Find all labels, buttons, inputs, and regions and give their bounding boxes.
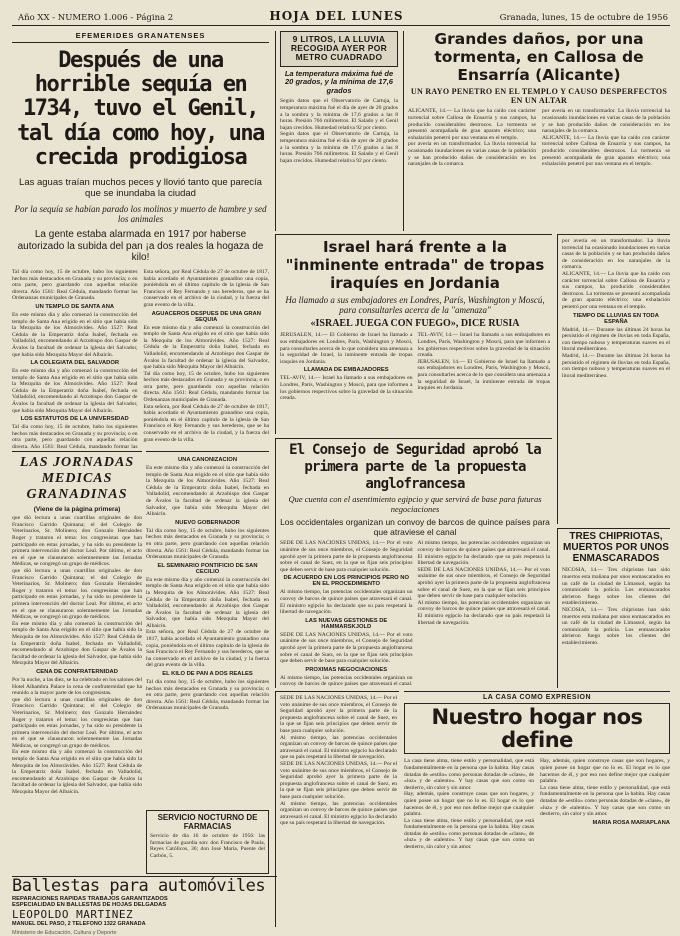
tiempo-body: Madrid, 14.— Durante las últimas 24 horas ha persistido el régimen de lluvias en toda España, con tiempo nuboso y temperaturas suaves en el litoral mediterráneo. xyxy=(562,326,670,353)
israel-section: LLAMADA DE EMBAJADORES xyxy=(303,367,389,374)
israel-columns xyxy=(280,332,550,401)
consejo-col-2 xyxy=(418,540,551,688)
chipre-body: NICOSIA, 14.— Tres chipriotas han sido muertos esta mañana por unos enmascarados en un café de la ciudad de Limassol, según ha comunicado la policía. Los enmascarados abrieron fuego sobre los clientes del establecimiento. xyxy=(562,606,670,646)
chipre-body: NICOSIA, 14.— Tres chipriotas han sido muertos esta mañana por unos enmascarados en un café de la ciudad de Limassol, según ha comunicado la policía. Los enmascarados abrieron fuego sobre los clientes del establecimiento. xyxy=(562,567,670,607)
consejo-body-2: SEDE DE LAS NACIONES UNIDAS, 14.— Por el voto unánime de sus once miembros, el Consejo de Seguridad aprobó ayer la primera parte de la propuesta anglofrancesa sobre el canal de Suez, en la que se fijan seis principios que deben servir de base para cualquier solución. xyxy=(417,566,550,600)
efemerides-deck-3: La gente estaba alarmada en 1917 por haberse autorizado la subida del pan ¡a dos reales la hogaza de kilo! xyxy=(17,229,264,264)
hogar-body: La casa tiene alma, tiene estilo y personalidad, que está fundamentalmente en la persona que la habita. Hay casas dotadas de «estilo» como personas dotadas de «clase», de «luz» y de «talento». Y hay casas que son como un destierro, sin calor y sin amor. xyxy=(404,817,534,851)
tiempo-head: TIEMPO DE LLUVIAS EN TODA ESPAÑA xyxy=(573,312,659,325)
callosa-col-2 xyxy=(542,108,670,167)
consejo-columns xyxy=(280,540,550,688)
section-head: NUEVO GOBERNADOR xyxy=(175,519,240,526)
chipre-headline: TRES CHIPRIOTAS, MUERTOS POR UNOS ENMASCARADOS xyxy=(563,531,669,564)
section-text: Esta señora, por Real Cédula de 27 de octubre de 1817, había acordado el Ayuntamiento granadino una copia, poniéndola en el último capítulo de la iglesia de San Francisco el Rey Fernando y sus herederos, que se ha conservado en el archivo de la ciudad, y la fuerza del gran evento de la villa. xyxy=(146,629,269,669)
jornadas-deck: (Viene de la página primera) xyxy=(33,506,121,514)
hogar-article xyxy=(404,691,670,927)
tiempo-text: por avería en un transformador. La lluvia torrencial ha ocasionado inundaciones en varias casas de la población y se han producido daños de consideración en los naranjales de la comarca. xyxy=(562,238,670,271)
farmacias-box xyxy=(146,810,269,874)
jornadas-body: que dió lectura a unas cuartillas originales de don Francisco Garrido Quintana; el del Colegio de Veterinarios, Sr. Molinero; don Gonzalo Hernández Roger y trataron el tema: los congresistas que han participado en estas jornadas, y ha sido su presidente la primera intervención del doctor Leal. Por último, el acto en el que se clausuraron solemnemente las Jornadas Médicas, se congregó un grupo de médicos. xyxy=(12,568,142,621)
consejo-body: Al mismo tiempo, las potencias occidentales organizan un convoy de barcos de quince países que atravesará el canal. El ministro egipcio ha declarado que su país respetará la libertad de navegación. xyxy=(280,800,398,827)
callosa-body: ALICANTE, 14.— La lluvia que ha caído con carácter torrencial sobre Callosa de Ensarría y sus campos, ha producido considerables destrozos. La tormenta se presentó acompañada de gran aparato eléctrico; una exhalación penetró por una ventana en el templo. xyxy=(408,108,536,141)
consejo-section: LAS NUEVAS GESTIONES DE HAMMARSKJOLD xyxy=(305,617,388,630)
section-text: Tal día como hoy, 15 de octubre, hubo los siguientes hechos más destacados en Granada y su provincia; o en otra parte, pero guardando con aquellas relación directa. Año 1561: Real Cédula, mandando formar las Ordenanzas municipales de Granada. xyxy=(143,370,269,404)
lluvia-headline-box xyxy=(280,31,398,67)
lluvia-headline: 9 LITROS, LA LLUVIA RECOGIDA AYER POR METRO CUADRADO xyxy=(290,34,388,63)
ad-name: LEOPOLDO MARTINEZ xyxy=(12,907,134,921)
israel-body: TEL-AVIV, 14.— Israel ha llamado a sus embajadores en Londres, París, Washington y Moscú, para que informen a los gobiernos respectivos sobre la gravedad de la situación creada. xyxy=(417,332,550,359)
israel-body-2: TEL-AVIV, 14.— Israel ha llamado a sus embajadores en Londres, París, Washington y Moscú, para que informen a los gobiernos respectivos sobre la gravedad de la situación creada. xyxy=(280,375,413,402)
consejo-body: Al mismo tiempo, las potencias occidentales organizan un convoy de barcos de quince países que atravesará el canal. El ministro egipcio ha declarado que su país respetará la libertad de navegación. xyxy=(280,734,398,761)
consejo-headline: El Consejo de Seguridad aprobó la primera parte de la propuesta anglofrancesa xyxy=(289,442,541,492)
hogar-col-2 xyxy=(540,758,670,850)
callosa-body-2: ALICANTE, 14.— La lluvia que ha caído con carácter torrencial sobre Callosa de Ensarría y sus campos, ha producido considerables destrozos. La tormenta se presentó acompañada de gran aparato eléctrico; una exhalación penetró por una ventana en el templo. xyxy=(542,134,670,168)
callosa-article xyxy=(403,31,670,231)
efemerides-columns xyxy=(12,269,269,451)
ad-address: MANUEL DEL PASO, 2 TELEFONO 1322 GRANADA xyxy=(12,920,146,926)
section-head: UNA CANONIZACION xyxy=(177,457,238,463)
jornadas-body: En este mismo día y año comenzó la construcción del templo de Santa Ana erigido en el sitio que había sido la Mezquita de los Almorávides. Año 1527: Real Cédula de la Emperatriz doña Isabel, fechada en Valladolid, encomendando al Arzobispo don Gaspar de Ávalos la facultad de ordenar la iglesia del Salvador, que había sido Mezquita Mayor del Albaicín. xyxy=(12,749,142,796)
jornadas-body-2: Por la noche, a las diez, se ha celebrado en los salones del Hotel Alhambra Palace la cena de confraternidad que ha reunido a la mayor parte de los congresistas. xyxy=(12,676,142,697)
callosa-body-2: por avería en un transformador. La lluvia torrencial ha ocasionado inundaciones en varias casas de la población y se han producido daños de consideración en los naranjales de la comarca. xyxy=(542,108,670,135)
jornadas-body: En este mismo día y año comenzó la construcción del templo de Santa Ana erigido en el sitio que había sido la Mezquita de los Almorávides. Año 1527: Real Cédula de la Emperatriz doña Isabel, fechada en Valladolid, encomendando al Arzobispo don Gaspar de Ávalos la facultad de ordenar la iglesia del Salvador, que había sido Mezquita Mayor del Albaicín. xyxy=(12,620,142,667)
israel-quote: «ISRAEL JUEGA CON FUEGO», DICE RUSIA xyxy=(310,317,520,329)
hogar-body: Hay, además, quien construye casas que son hogares, y quien posee un hogar que no lo es. El hogar es lo que hacemos de él, y por eso nos define mejor que cualquier palabra. xyxy=(404,791,534,818)
efemerides-kicker: EFEMERIDES GRANATENSES xyxy=(12,31,269,43)
section-text: En este mismo día y año comenzó la construcción del templo de Santa Ana erigido en el sitio que había sido la Mezquita de los Almorávides. Año 1527: Real Cédula de la Emperatriz doña Isabel, fechada en Valladolid, encomendando al Arzobispo don Gaspar de Ávalos la facultad de ordenar la iglesia del Salvador, que había sido Mezquita Mayor del Albaicín. xyxy=(12,368,138,414)
efemerides-col-1 xyxy=(12,269,138,451)
efemerides-article xyxy=(12,31,269,451)
callosa-col-1 xyxy=(408,108,536,167)
consejo-section: PROXIMAS NEGOCIACIONES xyxy=(305,666,388,673)
consejo-continued xyxy=(275,691,399,927)
callosa-deck: UN RAYO PENETRO EN EL TEMPLO Y CAUSO DESPERFECTOS EN UN ALTAR xyxy=(410,87,668,106)
hogar-headline: Nuestro hogar nos define xyxy=(431,705,643,752)
israel-article xyxy=(275,234,552,434)
jornadas-headline: LAS JORNADAS MEDICAS GRANADINAS xyxy=(19,455,135,503)
israel-body: JERUSALEN, 14.— El Gobierno de Israel ha llamado a sus embajadores en Londres, París, Washington y Moscú, para consultarles acerca de lo que considera una amenaza a la seguridad de Israel, la inminente entrada de tropas iraquíes en Jordania. xyxy=(280,332,413,365)
newspaper-page xyxy=(12,9,670,936)
consejo-body-2: Al mismo tiempo, las potencias occidentales organizan un convoy de barcos de quince países que atravesará el canal. El ministro egipcio ha declarado que su país respetará la libertad de navegación. xyxy=(417,599,550,626)
hogar-body: La casa tiene alma, tiene estilo y personalidad, que está fundamentalmente en la persona que la habita. Hay casas dotadas de «estilo» como personas dotadas de «clase», de «luz» y de «talento». Y hay casas que son como un destierro, sin calor y sin amor. xyxy=(404,758,534,791)
efemerides-deck-1: Las aguas traían muchos peces y llovió tanto que parecía que se inundaba la ciudad xyxy=(19,176,262,199)
consejo-col-1 xyxy=(280,540,413,688)
hogar-kicker: LA CASA COMO EXPRESION xyxy=(482,694,592,701)
consejo-body-2: Al mismo tiempo, las potencias occidentales organizan un convoy de barcos de quince países que atravesará el canal. El ministro egipcio ha declarado que su país respetará la libertad de navegación. xyxy=(417,540,550,567)
paper-title: HOJA DEL LUNES xyxy=(269,9,404,23)
section-head: LA COLEGIATA DEL SALVADOR xyxy=(30,360,120,367)
archive-footer: Ministerio de Educación, Cultura y Deporte xyxy=(12,930,117,936)
issue-date: Granada, lunes, 15 de octubre de 1956 xyxy=(499,13,668,23)
ballestas-ad xyxy=(12,876,277,926)
lluvia-deck: La temperatura máxima fué de 20 grados, y la mínima de 17,6 grados xyxy=(284,68,394,95)
consejo-section: DE ACUERDO EN LOS PRINCIPIOS PERO NO EN EL PROCEDIMIENTO xyxy=(283,575,409,588)
section-text: En este mismo día y año comenzó la construcción del templo de Santa Ana erigido en el sitio que había sido la Mezquita de los Almorávides. Año 1527: Real Cédula de la Emperatriz doña Isabel, fechada en Valladolid, encomendando al Arzobispo don Gaspar de Ávalos la facultad de ordenar la iglesia del Salvador, que había sido Mezquita Mayor del Albaicín. xyxy=(12,311,138,358)
callosa-columns xyxy=(408,108,670,167)
masthead xyxy=(12,10,670,26)
section-text: Tal día como hoy, 15 de octubre, hubo los siguientes hechos más destacados en Granada y su provincia; o en otra parte, pero guardando con aquellas relación directa. Año 1561: Real Cédula, mandando formar las xyxy=(12,424,138,451)
jornadas-body: que dió lectura a unas cuartillas originales de don Francisco Garrido Quintana; el del Colegio de Veterinarios, Sr. Molinero; don Gonzalo Hernández Roger y trataron el tema: los congresistas que han participado en estas jornadas, y ha sido su presidente la primera intervención del doctor Leal. Por último, el acto en el que se clausuraron solemnemente las Jornadas Médicas, se congregó un grupo de médicos. xyxy=(12,696,142,749)
israel-deck: Ha llamado a sus embajadores en Londres, París, Washington y Moscú, para consultarles acerca de la "amenaza" xyxy=(285,295,545,316)
tiempo-text: ALICANTE, 14.— La lluvia que ha caído con carácter torrencial sobre Callosa de Ensarría y sus campos, ha producido considerables destrozos. La tormenta se presentó acompañada de gran aparato eléctrico; una exhalación penetró por una ventana en el templo. xyxy=(562,270,670,310)
hogar-col-1 xyxy=(404,758,534,850)
consejo-body: SEDE DE LAS NACIONES UNIDAS, 14.— Por el voto unánime de sus once miembros, el Consejo de Seguridad aprobó ayer la primera parte de la propuesta anglofrancesa sobre el canal de Suez, en la que se fijan seis principios que deben servir de base para cualquier solución. xyxy=(280,695,398,734)
chipre-article xyxy=(557,528,670,688)
consejo-deck: Que cuenta con el asentimiento egipcio y que servirá de base para futuras negociaciones xyxy=(288,494,542,515)
section-text: Tal día como hoy, 15 de octubre, hubo los siguientes hechos más destacados en Granada y su provincia; o en otra parte, pero guardando con aquellas relación directa. Año 1561: Real Cédula, mandando formar las Ordenanzas municipales de Granada. xyxy=(146,527,269,561)
callosa-headline: Grandes daños, por una tormenta, en Callosa de Ensarría (Alicante) xyxy=(434,31,644,84)
ad-title: Ballestas para automóviles xyxy=(12,876,266,896)
efemerides-deck-2: Por la sequía se habían parado los molinos y muerto de hambre y sed los animales xyxy=(14,203,267,225)
farmacias-body: Servicio de día 16 de octubre de 1956: las farmacias de guardia son: don Francisco de Paula, Reyes Católicos, 36; don José María, Puente del Carbón, 5. xyxy=(150,833,265,860)
lluvia-body: Según datos que el Observatorio de Cartuja, la temperatura máxima fué el día de ayer de 20 grados a la sombra y la mínima de 17,6 grados a las 8 horas. Presión 766 milímetros. El Salado y el Genil bajan crecidos. Humedad relativa 92 por ciento. xyxy=(280,98,398,131)
section-head: LOS ESTATUTOS DE LA UNIVERSIDAD xyxy=(20,416,129,423)
hogar-columns xyxy=(404,758,670,850)
consejo-body: Al mismo tiempo, las potencias occidentales organizan un convoy de barcos de quince países que atravesará el canal. xyxy=(280,674,413,688)
ad-line-1: REPARACIONES RAPIDAS TRABAJOS GARANTIZADOS xyxy=(12,895,168,902)
consejo-body: Al mismo tiempo, las potencias occidentales organizan un convoy de barcos de quince países que atravesará el canal. El ministro egipcio ha declarado que su país respetará la libertad de navegación. xyxy=(280,589,413,616)
efemerides-col-2 xyxy=(144,269,270,451)
jornadas-section: CENA DE CONFRATERNIDAD xyxy=(36,668,118,675)
consejo-body: SEDE DE LAS NACIONES UNIDAS, 14.— Por el voto unánime de sus once miembros, el Consejo de Seguridad aprobó ayer la primera parte de la propuesta anglofrancesa sobre el canal de Suez, en la que se fijan seis principios que deben servir de base para cualquier solución. xyxy=(280,631,413,665)
consejo-deck-2: Los occidentales organizan un convoy de barcos de quince países para que atraviese el canal xyxy=(280,516,550,537)
issue-info: Año XX - NUMERO 1.006 - Página 2 xyxy=(18,13,174,23)
efemerides-continued xyxy=(146,451,269,807)
hogar-body-2: La casa tiene alma, tiene estilo y personalidad, que está fundamentalmente en la persona que la habita. Hay casas dotadas de «estilo» como personas dotadas de «clase», de «luz» y de «talento». Y hay casas que son como un destierro, sin calor y sin amor. xyxy=(540,784,670,818)
lluvia-body: Según datos que el Observatorio de Cartuja, la temperatura máxima fué el día de ayer de 20 grados a la sombra y la mínima de 17,6 grados a las 8 horas. Presión 766 milímetros. El Salado y el Genil bajan crecidos. Humedad relativa 92 por ciento. xyxy=(280,131,398,164)
section-head: EL SEMINARIO PONTIFICIO DE SAN CECILIO xyxy=(157,562,258,575)
section-head: EL KILO DE PAN A DOS REALES xyxy=(162,671,253,678)
efemerides-body-2: Esta señora, por Real Cédula de 27 de octubre de 1817, había acordado el Ayuntamiento granadino una copia, poniéndola en el último capítulo de la iglesia de San Francisco el Rey Fernando y sus herederos, que se ha conservado en el archivo de la ciudad, y la fuerza del gran evento de la villa. xyxy=(143,268,269,308)
efemerides-headline: Después de una horrible sequía en 1734, tuvo el Genil, tal día como hoy, una crecida prodigiosa xyxy=(17,48,264,170)
consejo-article xyxy=(275,438,552,688)
lluvia-article xyxy=(275,31,398,231)
israel-headline: Israel hará frente a la "inminente entrada" de tropas iraquíes en Jordania xyxy=(285,238,545,292)
jornadas-body: que dió lectura a unas cuartillas originales de don Francisco Garrido Quintana; el del Colegio de Veterinarios, Sr. Molinero; don Gonzalo Hernández Roger y trataron el tema: los congresistas que han participado en estas jornadas, y ha sido su presidente la primera intervención del doctor Leal. Por último, el acto en el que se clausuraron solemnemente las Jornadas Médicas, se congregó un grupo de médicos. xyxy=(12,515,142,568)
consejo-body: SEDE DE LAS NACIONES UNIDAS, 14.— Por el voto unánime de sus once miembros, el Consejo de Seguridad aprobó ayer la primera parte de la propuesta anglofrancesa sobre el canal de Suez, en la que se fijan seis principios que deben servir de base para cualquier solución. xyxy=(280,760,398,800)
jornadas-article xyxy=(12,451,142,871)
hogar-headline-box xyxy=(404,703,670,754)
efemerides-body: Tal día como hoy, 15 de octubre, hubo los siguientes hechos más destacados en Granada y su provincia; o en otra parte, pero guardando con aquellas relación directa. Año 1561: Real Cédula, mandando formar las Ordenanzas municipales de Granada. xyxy=(12,268,138,302)
israel-body: JERUSALEN, 14.— El Gobierno de Israel ha llamado a sus embajadores en Londres, París, Washington y Moscú, para consultarles acerca de lo que considera una amenaza a la seguridad de Israel, la inminente entrada de tropas iraquíes en Jordania. xyxy=(417,358,550,392)
section-text: Tal día como hoy, 15 de octubre, hubo los siguientes hechos más destacados en Granada y su provincia; o en otra parte, pero guardando con aquellas relación directa. Año 1561: Real Cédula, mandando formar las Ordenanzas municipales de Granada. xyxy=(146,679,269,712)
consejo-body: SEDE DE LAS NACIONES UNIDAS, 14.— Por el voto unánime de sus once miembros, el Consejo de Seguridad aprobó ayer la primera parte de la propuesta anglofrancesa sobre el canal de Suez, en la que se fijan seis principios que deben servir de base para cualquier solución. xyxy=(280,540,413,573)
section-text: En este mismo día y año comenzó la construcción del templo de Santa Ana erigido en el sitio que había sido la Mezquita de los Almorávides. Año 1527: Real Cédula de la Emperatriz doña Isabel, fechada en Valladolid, encomendando al Arzobispo don Gaspar de Ávalos la facultad de ordenar la iglesia del Salvador, que había sido Mezquita Mayor del Albaicín. xyxy=(146,465,269,518)
israel-col-1 xyxy=(280,332,413,401)
ad-line-2: ESPECIALIDAD EN BALLESTAS DE HOJAS DELGADAS xyxy=(12,901,167,908)
section-text: En este mismo día y año comenzó la construcción del templo de Santa Ana erigido en el sitio que había sido la Mezquita de los Almorávides. Año 1527: Real Cédula de la Emperatriz doña Isabel, fechada en Valladolid, encomendando al Arzobispo don Gaspar de Ávalos la facultad de ordenar la iglesia del Salvador, que había sido Mezquita Mayor del Albaicín. xyxy=(146,576,269,629)
hogar-signature: MARIA ROSA MARIAPLANA xyxy=(592,819,670,826)
section-head: AGUACEROS DESPUES DE UNA GRAN SEQUIA xyxy=(151,310,261,323)
section-head: UN TEMPLO DE SANTA ANA xyxy=(35,303,115,310)
hogar-body-2: Hay, además, quien construye casas que son hogares, y quien posee un hogar que no lo es. El hogar es lo que hacemos de él, y por eso nos define mejor que cualquier palabra. xyxy=(540,758,670,785)
callosa-body: por avería en un transformador. La lluvia torrencial ha ocasionado inundaciones en varias casas de la población y se han producido daños de consideración en los naranjales de la comarca. xyxy=(408,141,536,168)
section-text: En este mismo día y año comenzó la construcción del templo de Santa Ana erigido en el sitio que había sido la Mezquita de los Almorávides. Año 1527: Real Cédula de la Emperatriz doña Isabel, fechada en Valladolid, encomendando al Arzobispo don Gaspar de Ávalos la facultad de ordenar la iglesia del Salvador, que había sido Mezquita Mayor del Albaicín. xyxy=(143,324,269,371)
section-text: Esta señora, por Real Cédula de 27 de octubre de 1817, había acordado el Ayuntamiento granadino una copia, poniéndola en el último capítulo de la iglesia de San Francisco el Rey Fernando y sus herederos, que se ha conservado en el archivo de la ciudad, y la fuerza del gran evento de la villa. xyxy=(143,403,269,443)
tiempo-sidebar xyxy=(557,234,670,524)
farmacias-title: SERVICIO NOCTURNO DE FARMACIAS xyxy=(157,813,258,831)
tiempo-body: Madrid, 14.— Durante las últimas 24 horas ha persistido el régimen de lluvias en toda España, con tiempo nuboso y temperaturas suaves en el litoral mediterráneo. xyxy=(562,352,670,379)
israel-col-2 xyxy=(418,332,551,401)
